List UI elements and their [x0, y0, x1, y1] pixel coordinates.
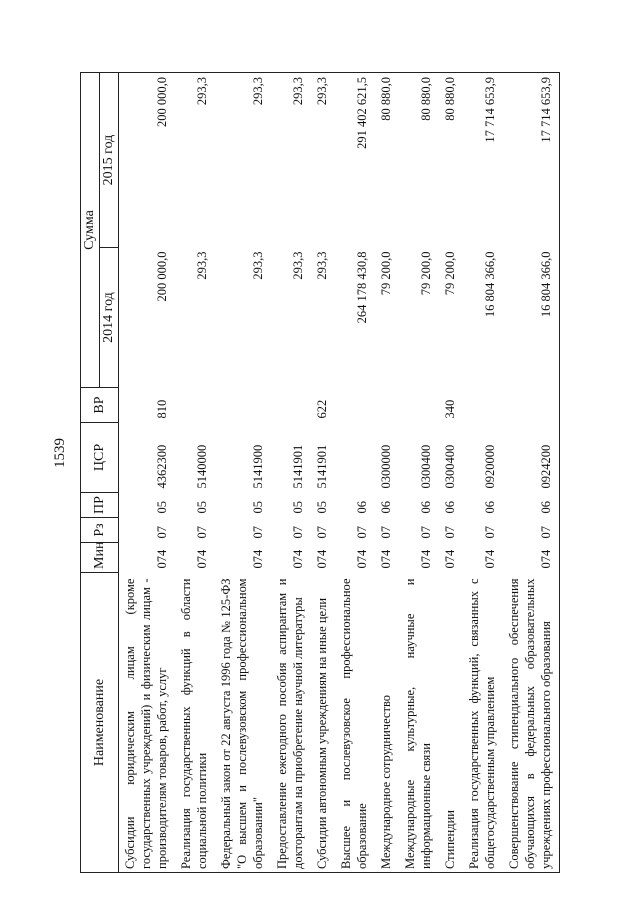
row-min: 074	[483, 549, 497, 569]
row-rz: 07	[291, 526, 305, 539]
row-2014: 79 200,0	[419, 251, 433, 296]
row-2015: 293,3	[175, 73, 215, 248]
row-2015: 293,3	[215, 73, 271, 248]
row-rz: 07	[443, 526, 457, 539]
row-rz: 07	[355, 526, 369, 539]
row-2014: 79 200,0	[443, 251, 457, 296]
row-pr: 06	[419, 501, 433, 514]
header-pr: ПР	[81, 493, 119, 518]
row-name: Субсидии автономным учреждениям на иные цели	[311, 573, 335, 873]
row-2014: 264 178 430,8	[355, 251, 369, 324]
row-name: Международное сотрудничество	[375, 573, 399, 873]
header-csr: ЦСР	[81, 423, 119, 493]
row-2014: 16 804 366,0	[483, 251, 497, 318]
row-min: 074	[419, 549, 433, 569]
row-rz: 07	[195, 526, 209, 539]
row-vr	[215, 388, 271, 423]
budget-table	[80, 72, 560, 873]
row-2014: 293,3	[291, 251, 305, 280]
row-2015: 80 880,0	[439, 73, 463, 248]
row-name: Высшее и послевузовское профессиональное образование	[335, 573, 375, 873]
row-rz: 07	[251, 526, 265, 539]
row-name: Совершенствование стипендиального обеспечения обучающихся в федеральных образовательных учреждениях профессионального образования	[503, 573, 560, 873]
row-csr: 0924200	[503, 423, 560, 493]
row-2015: 80 880,0	[399, 73, 439, 248]
row-pr: 05	[251, 501, 265, 514]
header-summa: Сумма	[81, 73, 100, 388]
row-2015: 291 402 621,5	[335, 73, 375, 248]
row-2015: 293,3	[271, 73, 311, 248]
header-vr: ВР	[81, 388, 119, 423]
row-rz: 07	[503, 518, 560, 543]
table-row	[399, 73, 439, 873]
row-name: Реализация государственных функций, связанных с общегосударственным управлением	[463, 573, 503, 873]
table-row	[119, 73, 176, 873]
row-csr: 5141901	[291, 444, 305, 489]
header-rz: Рз	[81, 518, 119, 543]
header-min: Мин	[81, 543, 119, 573]
table-row	[271, 73, 311, 873]
row-2014: 16 804 366,0	[503, 248, 560, 388]
table-header	[81, 73, 119, 873]
row-2014: 79 200,0	[379, 251, 393, 296]
row-csr	[335, 423, 375, 493]
row-min: 074	[251, 549, 265, 569]
row-csr: 0300000	[379, 444, 393, 489]
header-name: Наименование	[81, 573, 119, 873]
row-csr: 0300400	[443, 444, 457, 489]
table-row	[311, 73, 335, 873]
row-pr: 05	[155, 501, 169, 514]
row-rz: 07	[483, 526, 497, 539]
row-pr: 05	[315, 501, 329, 514]
row-vr	[463, 388, 503, 423]
table-row	[503, 73, 560, 873]
row-csr: 4362300	[155, 444, 169, 489]
row-csr: 5141901	[315, 444, 329, 489]
row-2015: 80 880,0	[375, 73, 399, 248]
row-min: 074	[443, 549, 457, 569]
row-name: Федеральный закон от 22 августа 1996 года № 125-ФЗ "О высшем и послевузовском профессиональном образовании"	[215, 573, 271, 873]
table-row	[215, 73, 271, 873]
row-pr: 05	[291, 501, 305, 514]
row-2014: 293,3	[195, 251, 209, 280]
row-min: 074	[315, 549, 329, 569]
header-2014: 2014 год	[100, 248, 119, 388]
table-row	[463, 73, 503, 873]
table-row	[335, 73, 375, 873]
row-csr: 0300400	[419, 444, 433, 489]
row-name: Стипендии	[439, 573, 463, 873]
row-name: Реализация государственных функций в области социальной политики	[175, 573, 215, 873]
row-rz: 07	[379, 526, 393, 539]
table-row	[175, 73, 215, 873]
row-vr	[335, 388, 375, 423]
row-min: 074	[355, 549, 369, 569]
row-pr: 06	[503, 493, 560, 518]
rotated-table-frame	[52, 33, 560, 873]
row-pr: 06	[355, 501, 369, 514]
row-vr	[175, 388, 215, 423]
row-csr: 0920000	[483, 444, 497, 489]
row-csr: 5141900	[251, 444, 265, 489]
row-2015: 17 714 653,9	[503, 73, 560, 248]
row-vr: 810	[155, 399, 169, 419]
row-name: Субсидии юридическим лицам (кроме государственных учреждений) и физическим лицам - производителям товаров, работ, услуг	[119, 573, 176, 873]
row-vr: 622	[315, 399, 329, 419]
row-2014: 293,3	[251, 251, 265, 280]
row-2015: 17 714 653,9	[463, 73, 503, 248]
row-pr: 05	[195, 501, 209, 514]
row-csr: 5140000	[195, 444, 209, 489]
row-2014: 293,3	[315, 251, 329, 280]
row-min: 074	[291, 549, 305, 569]
table-row	[439, 73, 463, 873]
row-2015: 200 000,0	[119, 73, 176, 248]
page-number: 1539	[52, 438, 68, 468]
row-min: 074	[195, 549, 209, 569]
row-vr	[503, 388, 560, 423]
row-2015: 293,3	[311, 73, 335, 248]
header-2015: 2015 год	[100, 73, 119, 248]
row-min: 074	[155, 549, 169, 569]
row-name: Международные культурные, научные и информационные связи	[399, 573, 439, 873]
row-2014: 200 000,0	[155, 251, 169, 302]
row-min: 074	[503, 543, 560, 573]
row-pr: 06	[443, 501, 457, 514]
row-vr	[271, 388, 311, 423]
row-pr: 06	[483, 501, 497, 514]
row-pr: 06	[379, 501, 393, 514]
row-vr	[399, 388, 439, 423]
row-rz: 07	[315, 526, 329, 539]
row-rz: 07	[155, 526, 169, 539]
table-row	[375, 73, 399, 873]
table-body	[119, 73, 560, 873]
row-vr	[375, 388, 399, 423]
row-vr: 340	[443, 399, 457, 419]
row-name: Предоставление ежегодного пособия аспирантам и докторантам на приобретение научной литературы	[271, 573, 311, 873]
row-rz: 07	[419, 526, 433, 539]
row-min: 074	[379, 549, 393, 569]
